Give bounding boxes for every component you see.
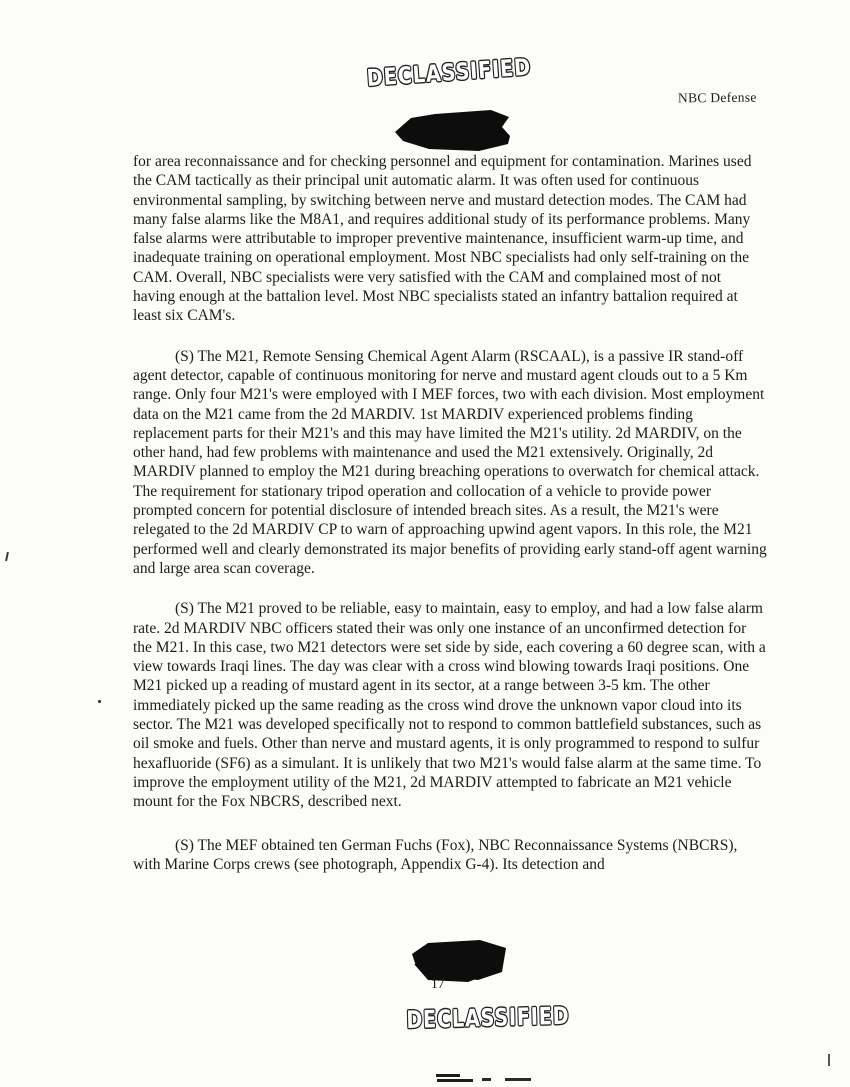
- header-annotation: NBC Defense: [677, 89, 757, 106]
- scan-artifact-bottom-dash: [505, 1078, 531, 1081]
- redaction-mark-bottom: [408, 940, 510, 986]
- scan-artifact-bottom-dash: [482, 1078, 491, 1081]
- body-text: [133, 152, 767, 895]
- scan-artifact-stray-dot: [98, 700, 101, 703]
- redaction-mark-top: [395, 108, 513, 154]
- scan-artifact-bottom-dash: [436, 1074, 460, 1077]
- scan-artifact-left-tick: [5, 552, 9, 561]
- declassified-stamp-bottom: DECLASSIFIED: [406, 1001, 570, 1034]
- declassified-stamp-top: DECLASSIFIED: [366, 54, 532, 92]
- page-number: 17: [431, 976, 445, 991]
- paragraph: for area reconnaissance and for checking personnel and equipment for contamination. Marines used the CAM tactically as their principal unit automatic alarm. It was often used for continuous environmental sampling, by switching between nerve and mustard detection modes. The CAM had many false alarms like the M8A1, and requires additional study of its performance problems. Many false alarms were attributable to improper preventive maintenance, insufficient warm-up time, and inadequate training on operational employment. Most NBC specialists had only self-training on the CAM. Overall, NBC specialists were very satisfied with the CAM and complained most of not having enough at the battalion level. Most NBC specialists stated an infantry battalion required at least six CAM's.: [133, 153, 752, 325]
- paragraph: (S) The MEF obtained ten German Fuchs (Fox), NBC Reconnaissance Systems (NBCRS), with Marine Corps crews (see photograph, Appendix G-4). Its detection and: [133, 836, 738, 873]
- paragraph: (S) The M21 proved to be reliable, easy to maintain, easy to employ, and had a low false alarm rate. 2d MARDIV NBC officers stated their was only one instance of an unconfirmed detection for the M21. In this case, two M21 detectors were set side by side, each covering a 60 degree scan, with a view towards Iraqi lines. The day was clear with a cross wind blowing towards Iraqi positions. One M21 picked up a reading of mustard agent in its sector, at a range between 3-5 km. The other immediately picked up the same reading as the cross wind drove the unknown vapor cloud into its sector. The M21 was developed specifically not to respond to common battlefield substances, such as oil smoke and fuels. Other than nerve and mustard agents, it is only programmed to respond to sulfur hexafluoride (SF6) as a simulant. It is unlikely that two M21's would false alarm at the same time. To improve the employment utility of the M21, 2d MARDIV attempted to fabricate an M21 vehicle mount for the Fox NBCRS, described next.: [133, 600, 766, 811]
- paragraph: (S) The M21, Remote Sensing Chemical Agent Alarm (RSCAAL), is a passive IR stand-off agent detector, capable of continuous monitoring for nerve and mustard agent clouds out to a 5 Km range. Only four M21's were employed with I MEF forces, two with each division. Most employment data on the M21 came from the 2d MARDIV. 1st MARDIV experienced problems finding replacement parts for their M21's and this may have limited the M21's utility. 2d MARDIV, on the other hand, had few problems with maintenance and used the M21 extensively. Originally, 2d MARDIV planned to employ the M21 during breaching operations to overwatch for chemical attack. The requirement for stationary tripod operation and collocation of a vehicle to provide power prompted concern for potential disclosure of intended breach sites. As a result, the M21's were relegated to the 2d MARDIV CP to warn of approaching upwind agent vapors. In this role, the M21 performed well and clearly demonstrated its major benefits of providing early stand-off agent warning and large area scan coverage.: [133, 347, 767, 577]
- scan-artifact-bottom-dash: [437, 1079, 473, 1082]
- scan-artifact-right-tick: [828, 1054, 830, 1066]
